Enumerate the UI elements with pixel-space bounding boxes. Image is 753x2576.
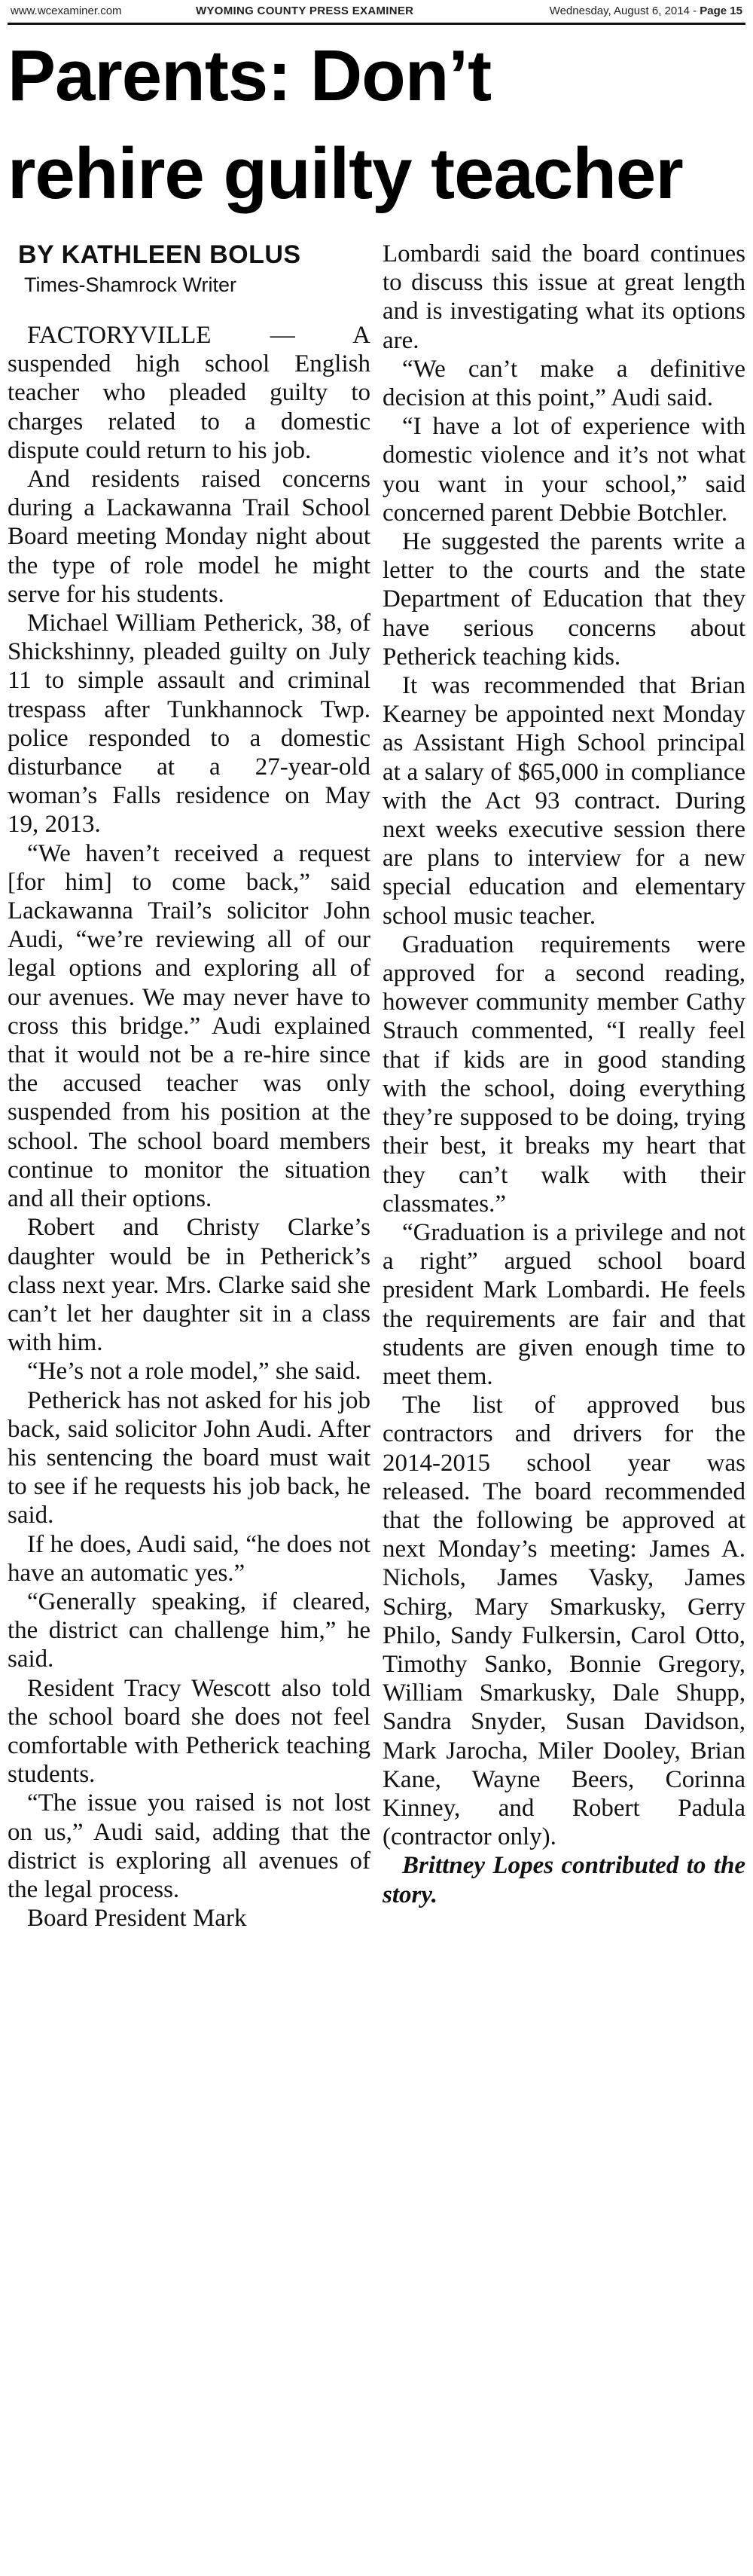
- site-url: www.wcexaminer.com: [11, 5, 122, 17]
- headline-line-2: rehire guilty teacher: [8, 133, 683, 214]
- article-paragraph: “He’s not a role model,” she said.: [27, 1358, 361, 1386]
- page-number: Page 15: [700, 5, 742, 17]
- article-paragraph: Robert and Christy Clarke’s daughter would be in Petherick’s class next year. Mrs. Clarke said she can’t let her daughter sit in a class with him.: [8, 1214, 370, 1357]
- byline-title: Times-Shamrock Writer: [24, 273, 237, 296]
- article-paragraph: Resident Tracy Wescott also told the school board she does not feel comfortable with Petherick teaching students.: [8, 1674, 370, 1789]
- article-paragraph: If he does, Audi said, “he does not have an automatic yes.”: [8, 1530, 370, 1587]
- article-paragraph: “Generally speaking, if cleared, the district can challenge him,” he said.: [8, 1587, 370, 1673]
- date-text: Wednesday, August 6, 2014 -: [549, 5, 697, 17]
- article-paragraph: Michael William Petherick, 38, of Shickshinny, pleaded guilty on July 11 to simple assault and criminal trespass after Tunkhannock Twp. police responded to a domestic disturbance at a 27-year-old woman’s Falls residence on May 19, 2013.: [8, 610, 370, 839]
- article-paragraph: “We can’t make a definitive decision at this point,” Audi said.: [383, 355, 745, 412]
- article-paragraph: Graduation requirements were approved for a second reading, however community member Cathy Strauch commented, “I really feel that if kids are in good standing with the school, doing everything they’re supposed to be doing, trying their best, it breaks my heart that they can’t walk with their classmates.”: [383, 930, 745, 1218]
- article-paragraph: FACTORYVILLE — A suspended high school English teacher who pleaded guilty to charges related to a domestic dispute could return to his job.: [8, 322, 370, 464]
- story-credit: Brittney Lopes contributed to the story.: [383, 1852, 745, 1908]
- headline: [8, 27, 745, 223]
- article-column-left: [8, 240, 370, 2553]
- article-paragraph: “We haven’t received a request [for him] to come back,” said Lackawanna Trail’s solicitor John Audi, “we’re reviewing all of our legal options and exploring all of our avenues. We may never have to cross this bridge.” Audi explained that it would not be a re-hire since the accused teacher was only suspended from his position at the school. The school board members continue to monitor the situation and all their options.: [8, 839, 370, 1213]
- article-paragraph: “I have a lot of experience with domestic violence and it’s not what you want in your school,” said concerned parent Debbie Botchler.: [383, 413, 745, 527]
- article-paragraph: “Graduation is a privilege and not a right” argued school board president Mark Lombardi. He feels the requirements are fair and that students are given enough time to meet them.: [383, 1218, 745, 1390]
- byline-author: BY KATHLEEN BOLUS: [18, 240, 301, 269]
- article-paragraph: “The issue you raised is not lost on us,” Audi said, adding that the district is exploring all avenues of the legal process.: [8, 1789, 370, 1903]
- article-paragraph: The list of approved bus contractors and drivers for the 2014-2015 school year was released. The board recommended that the following be approved at next Monday’s meeting: James A. Nichols, James Vasky, James Schirg, Mary Smarkusky, Gerry Philo, Sandy Fulkersin, Carol Otto, Timothy Sanko, Bonnie Gregory, William Smarkusky, Dale Shupp, Sandra Snyder, Susan Davidson, Mark Jarocha, Miler Dooley, Brian Kane, Wayne Beers, Corinna Kinney, and Robert Padula (contractor only).: [383, 1392, 745, 1851]
- page-header: [8, 3, 745, 21]
- issue-date: [550, 5, 742, 17]
- article-paragraph: And residents raised concerns during a Lackawanna Trail School Board meeting Monday night about the type of role model he might serve for his students.: [8, 466, 370, 608]
- article-paragraph: Petherick has not asked for his job back, said solicitor John Audi. After his sentencing the board must wait to see if he requests his job back, he said.: [8, 1386, 370, 1529]
- header-rule: [8, 23, 745, 25]
- article-column-right: [383, 240, 745, 2553]
- headline-line-1: Parents: Don’t: [8, 35, 492, 116]
- publication-name: WYOMING COUNTY PRESS EXAMINER: [196, 5, 414, 17]
- article-paragraph: He suggested the parents write a letter to the courts and the state Department of Education that they have serious concerns about Petherick teaching kids.: [383, 528, 745, 671]
- article-paragraph: It was recommended that Brian Kearney be appointed next Monday as Assistant High School principal at a salary of $65,000 in compliance with the Act 93 contract. During next weeks executive session there are plans to interview for a new special education and elementary school music teacher.: [383, 672, 745, 930]
- article-paragraph: Board President Mark: [27, 1905, 247, 1933]
- article-paragraph-continued: Lombardi said the board continues to discuss this issue at great length and is investigating what its options are.: [383, 240, 745, 354]
